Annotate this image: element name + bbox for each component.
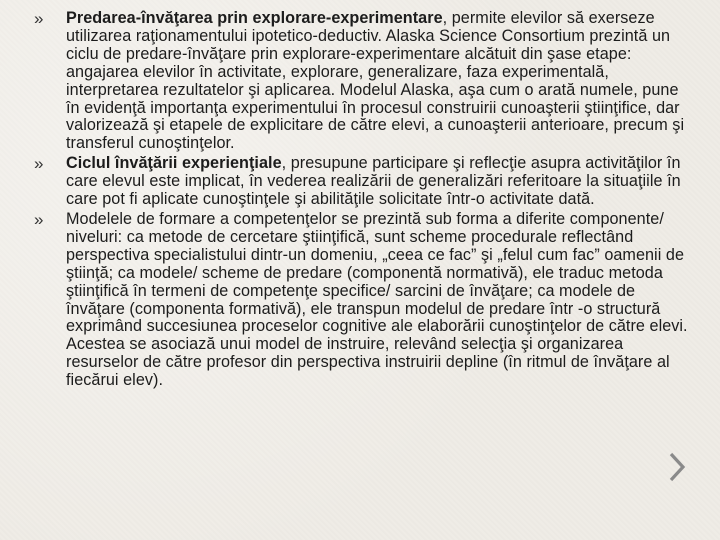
list-item: [34, 155, 694, 209]
bullet-body: , permite elevilor să exerseze utilizarea raţionamentului ipotetico-deductiv. Alaska Science Consortium prezintă un ciclu de predare-învăţare prin explorare-experimentare alcătuit din şase etape: angajarea elevilor în activitate, explorare, generalizare, faza experimentală, interpretarea rezultatelor şi aplicarea. Modelul Alaska, aşa cum o arată numele, pune în evidenţă importanţa experimentului în procesul construirii cunoaşterii ştiinţifice, dar valorizează şi etapele de explicitare de către elevi, a cunoaşterii anterioare, precum şi transferul cunoştinţelor.: [66, 9, 685, 153]
bullet-marker-icon: »: [34, 209, 44, 229]
bullet-heading: Predarea-învăţarea prin explorare-experimentare: [66, 9, 443, 27]
bullet-body: Modelele de formare a competenţelor se prezintă sub forma a diferite componente/ niveluri: ca metode de cercetare ştiinţifică, sunt scheme procedurale reflectând perspectiva specialistului dintr-un domeniu, „ceea ce fac” şi „felul cum fac” oamenii de ştiinţă; ca modele/ scheme de predare (componentă normativă), ele traduc metoda ştiinţifică în termeni de competenţe specifice/ sarcini de învăţare; ca modele de învăţare (componenta formativă), ele transpun modelul de predare într -o structură exprimând succesiunea proceselor cognitive ale elaborării cunoştinţelor de către elevi. Acestea se asociază unui model de instruire, relevând selecţia şi organizarea resurselor de către profesor din perspectiva instruirii depline (în ritmul de învăţare al fiecărui elev).: [66, 209, 688, 390]
list-item: [34, 10, 694, 153]
bullet-text: [66, 155, 694, 209]
bullet-body: , presupune participare şi reflecţie asupra activităţilor în care elevul este implicat, în vederea realizării de generalizări referitoare la situaţiile în care pot fi aplicate cunoştinţele şi abilităţile solicitate într-o activitate dată.: [66, 154, 681, 209]
chevron-right-icon[interactable]: [668, 452, 686, 482]
bullet-text: [66, 211, 694, 390]
bullet-list: [34, 10, 694, 392]
list-item: [34, 211, 694, 390]
bullet-text: [66, 10, 694, 153]
bullet-marker-icon: »: [34, 154, 44, 174]
bullet-heading: Ciclul învăţării experienţiale: [66, 154, 282, 173]
bullet-marker-icon: »: [34, 9, 44, 28]
